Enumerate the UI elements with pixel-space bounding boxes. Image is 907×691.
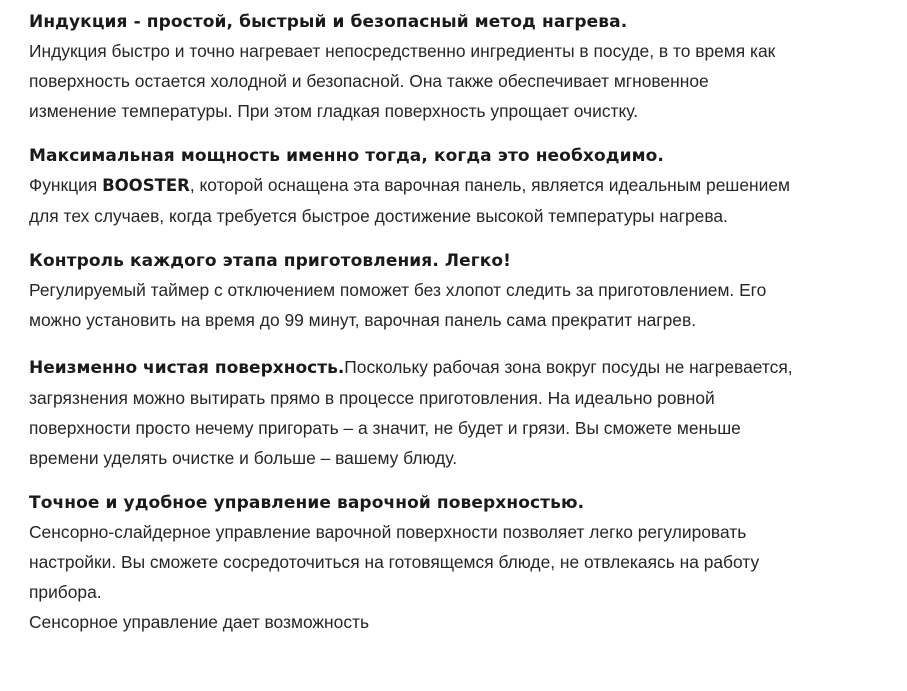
paragraph-line: поверхности просто нечему пригорать – а значит, не будет и грязи. Вы сможете меньше <box>29 418 741 438</box>
section-heading: Индукция - простой, быстрый и безопасный метод нагрева. <box>29 12 628 32</box>
paragraph-line: загрязнения можно вытирать прямо в процессе приготовления. На идеально ровной <box>29 388 715 408</box>
section-controls <box>29 490 899 637</box>
section-booster <box>29 143 899 231</box>
paragraph-line: настройки. Вы сможете сосредоточиться на готовящемся блюде, не отвлекаясь на работу <box>29 552 760 572</box>
section-induction <box>29 9 899 126</box>
section-paragraph <box>29 352 899 473</box>
paragraph-text: Функция <box>29 175 103 195</box>
paragraph-line: Индукция быстро и точно нагревает непосредственно ингредиенты в посуде, в то время как <box>29 41 776 61</box>
paragraph-line: для тех случаев, когда требуется быстрое достижение высокой температуры нагрева. <box>29 206 728 226</box>
paragraph-line: Сенсорное управление дает возможность <box>29 612 370 632</box>
paragraph-line: поверхность остается холодной и безопасной. Она также обеспечивает мгновенное <box>29 71 709 91</box>
section-heading: Точное и удобное управление варочной поверхностью. <box>29 493 585 513</box>
paragraph-line: времени уделять очистке и больше – вашему блюду. <box>29 448 458 468</box>
paragraph-line: можно установить на время до 99 минут, варочная панель сама прекратит нагрев. <box>29 310 697 330</box>
section-heading: Максимальная мощность именно тогда, когда это необходимо. <box>29 146 664 166</box>
section-paragraph <box>29 170 899 231</box>
section-clean-surface <box>29 352 899 473</box>
product-description <box>29 9 899 654</box>
section-paragraph <box>29 275 899 335</box>
paragraph-line <box>29 170 899 201</box>
paragraph-line: Регулируемый таймер с отключением поможет без хлопот следить за приготовлением. Его <box>29 280 767 300</box>
paragraph-text: Поскольку рабочая зона вокруг посуды не нагревается, <box>344 357 793 377</box>
section-paragraph <box>29 517 899 637</box>
paragraph-line <box>29 352 899 383</box>
paragraph-line: Сенсорно-слайдерное управление варочной поверхности позволяет легко регулировать <box>29 522 747 542</box>
section-timer <box>29 248 899 335</box>
section-heading: Контроль каждого этапа приготовления. Легко! <box>29 251 512 271</box>
paragraph-text: , которой оснащена эта варочная панель, является идеальным решением <box>189 175 790 195</box>
paragraph-line: изменение температуры. При этом гладкая поверхность упрощает очистку. <box>29 101 639 121</box>
booster-keyword: BOOSTER <box>102 176 190 195</box>
paragraph-line: прибора. <box>29 582 102 602</box>
section-paragraph <box>29 36 899 126</box>
section-heading: Неизменно чистая поверхность. <box>29 358 345 378</box>
